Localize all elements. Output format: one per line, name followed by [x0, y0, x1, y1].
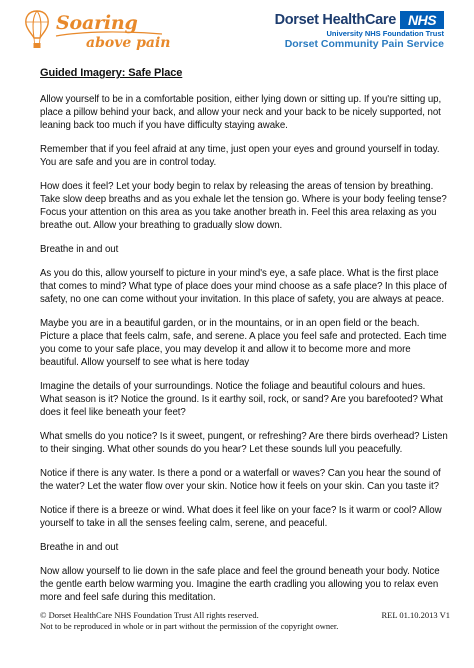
paragraph: Maybe you are in a beautiful garden, or in the mountains, or in an open field or the beach. Picture a place that feels calm, safe, and serene. A place you feel safe and protected. Each time you come to your safe place, you may develop it and allow it to become more and more beautiful. Allow yourself to see what is here today	[40, 318, 447, 368]
paragraph: Notice if there is a breeze or wind. What does it feel like on your face? Is it warm or cool? Allow yourself to take in all the senses feeling calm, serene, and peaceful.	[40, 505, 442, 529]
paragraph: How does it feel? Let your body begin to relax by releasing the areas of tension by breathing. Take slow deep breaths and as you exhale let the tension go. Where is your body feeling tense? Focus your attention on this area as you take another breath in. Feel this area relaxing as you breathe out. Allow your breathing to gradually slow down.	[40, 181, 447, 231]
document-footer	[40, 610, 450, 631]
paragraph: Breathe in and out	[40, 244, 119, 255]
brand-name-line1: Soaring	[56, 12, 138, 34]
document-body	[40, 67, 450, 615]
organisation-name: Dorset HealthCare	[274, 12, 396, 28]
brand-name-line2: above pain	[86, 35, 171, 51]
copyright-notice: © Dorset HealthCare NHS Foundation Trust All rights reserved.	[40, 610, 259, 620]
paragraph: As you do this, allow yourself to picture in your mind's eye, a safe place. What is the first place that comes to mind? What type of place does your mind choose as a safe place? In this place of safety, no one can come without your invitation. In this place of safety, you are always at peace.	[40, 268, 447, 305]
trust-name: University NHS Foundation Trust	[326, 29, 444, 38]
hot-air-balloon-icon	[24, 10, 50, 50]
organisation-logo	[264, 10, 444, 52]
service-name: Dorset Community Pain Service	[284, 38, 444, 50]
paragraph: Notice if there is any water. Is there a pond or a waterfall or waves? Can you hear the sound of the water? Let the water flow over your skin. Notice how it feels on your skin. Can you taste it?	[40, 468, 441, 492]
document-reference: REL 01.10.2013 V1	[381, 610, 450, 620]
document-title: Guided Imagery: Safe Place	[40, 67, 183, 79]
paragraph: Imagine the details of your surroundings. Notice the foliage and beautiful colours and hues. What season is it? Notice the ground. Is it earthy soil, rock, or sand? Are you barefooted? What does it feel like beneath your feet?	[40, 381, 443, 418]
paragraph: Breathe in and out	[40, 542, 119, 553]
nhs-logo: NHS	[400, 11, 444, 29]
reproduction-notice: Not to be reproduced in whole or in part without the permission of the copyright owner.	[40, 621, 339, 631]
soaring-above-pain-logo	[24, 8, 204, 54]
paragraph: Remember that if you feel afraid at any time, just open your eyes and ground yourself in today. You are safe and you are in control today.	[40, 144, 440, 168]
paragraph: What smells do you notice? Is it sweet, pungent, or refreshing? Are there birds overhead? Listen to their singing. What other sounds do you hear? Let these sounds lull you peacefully.	[40, 431, 448, 455]
paragraph-multiline: Now allow yourself to lie down in the safe place and feel the ground beneath your body. Notice the gentle earth below warming you. Imagine the earth cradling you allowing you to relax even more and feel safe during this meditation.	[40, 566, 440, 603]
paragraph: Allow yourself to be in a comfortable position, either lying down or sitting up. If you're sitting up, place a pillow behind your back, and allow your neck and your back to be nicely supported, not leaning back too much if you have difficulty staying awake.	[40, 94, 442, 131]
